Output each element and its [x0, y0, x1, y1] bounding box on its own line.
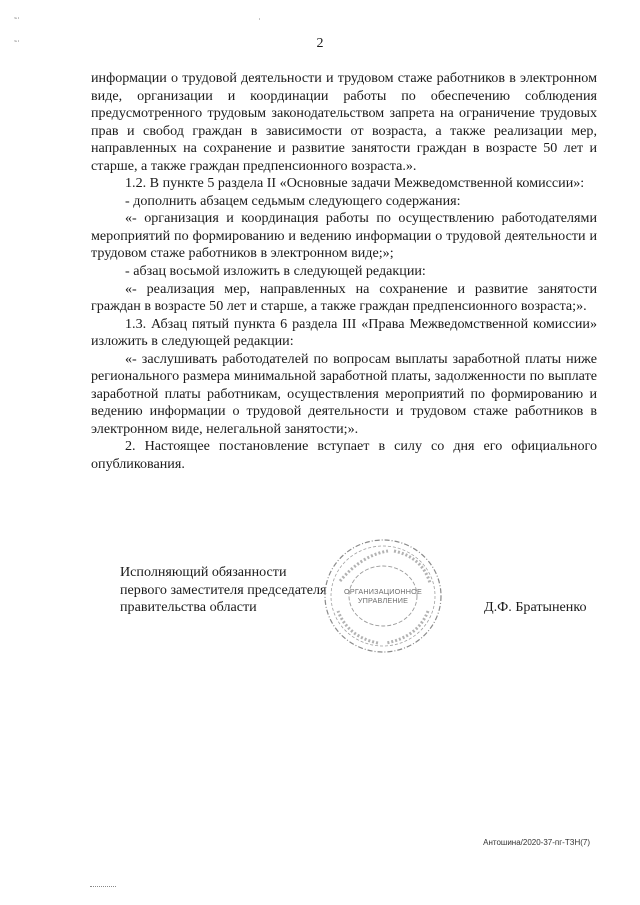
paragraph-item-1-2: 1.2. В пункте 5 раздела II «Основные задачи Межведомственной комиссии»:: [125, 175, 585, 192]
paragraph-fifth-text: «- заслушивать работодателей по вопросам выплаты заработной платы ниже регионального размера минимальной заработной платы, задолженности по выплате заработной платы работникам, осуществления мероприятий по формированию и ведению информации о трудовой деятельности и трудовом стаже работников в электронном виде, нелегальной занятости;».: [91, 350, 597, 437]
official-stamp: [322, 537, 444, 655]
paragraph-continuation: информации о трудовой деятельности и трудовом стаже работников в электронном виде, организации и координации работы по обеспечению соблюдения предусмотренного трудовым законодательством запрета на ограничение трудовых прав и свобод граждан в зависимости от возраста, а также реализации мер, направленных на сохранение и развитие занятости граждан в возрасте 50 лет и старше, а также граждан предпенсионного возраста.».: [91, 70, 597, 174]
paragraph-add-seventh: - дополнить абзацем седьмым следующего содержания:: [125, 192, 461, 209]
scan-mark: ˙: [258, 17, 261, 27]
paragraph-item-2: 2. Настоящее постановление вступает в силу со дня его официального опубликования.: [91, 438, 597, 473]
signature-title-line: Исполняющий обязанности: [120, 564, 287, 580]
stamp-center-text: ОРГАНИЗАЦИОННОЕ УПРАВЛЕНИЕ: [344, 587, 422, 605]
paragraph-seventh-text: «- организация и координация работы по осуществлению работодателями мероприятий по формированию и ведению информации о трудовой деятельности и трудовом стаже работников в электронном виде;»;: [91, 210, 597, 262]
paragraph-eighth-text: «- реализация мер, направленных на сохранение и развитие занятости граждан в возрасте 50 лет и старше, а также граждан предпенсионного возраста;».: [91, 280, 597, 315]
scan-smudge: [90, 886, 116, 887]
signature-title-line: правительства области: [120, 599, 257, 616]
paragraph-eighth-intro: - абзац восьмой изложить в следующей редакции:: [125, 263, 426, 280]
paragraph-item-1-3: 1.3. Абзац пятый пункта 6 раздела III «Права Межведомственной комиссии» изложить в следующей редакции:: [91, 315, 597, 350]
document-body: [91, 70, 597, 474]
signature-title: [120, 564, 327, 617]
scan-mark: ˜˙: [14, 39, 20, 49]
signatory-name: Д.Ф. Братыненко: [484, 599, 587, 615]
signature-title-line: первого заместителя председателя: [120, 581, 327, 598]
scan-mark: ˜˙: [14, 16, 20, 26]
document-reference: Антошина/2020-37-пг-ТЗН(7): [483, 838, 590, 847]
page-number: 2: [316, 36, 324, 51]
